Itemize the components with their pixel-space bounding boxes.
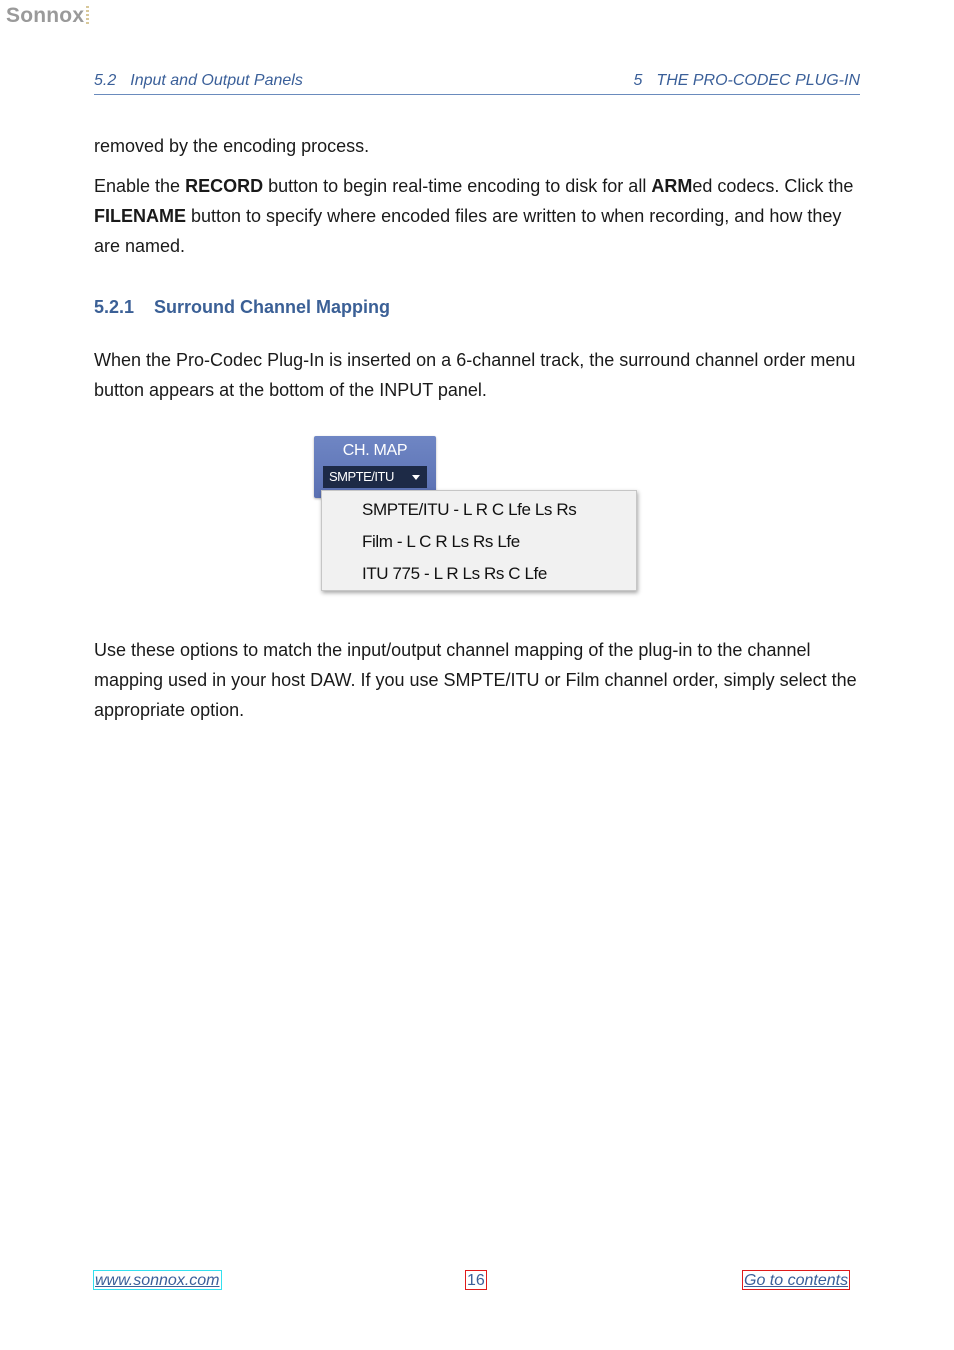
header-section-number: 5.2 bbox=[94, 72, 117, 89]
header-chapter-title: THE PRO-CODEC PLUG-IN bbox=[656, 72, 860, 89]
sonnox-logo bbox=[6, 4, 89, 28]
menu-item-film[interactable]: Film - L C R Ls Rs Lfe bbox=[362, 532, 520, 551]
menu-item-smpte-itu[interactable]: SMPTE/ITU - L R C Lfe Ls Rs bbox=[362, 500, 577, 519]
arm-keyword: ARM bbox=[651, 176, 693, 196]
chmap-title: CH. MAP bbox=[342, 442, 408, 459]
page-number[interactable]: 16 bbox=[467, 1272, 485, 1289]
filename-keyword: FILENAME bbox=[94, 206, 186, 226]
channel-map-figure bbox=[314, 436, 640, 596]
logo-dots-icon bbox=[86, 6, 89, 24]
record-keyword: RECORD bbox=[185, 176, 264, 196]
header-section bbox=[94, 72, 303, 90]
para2-text-1: Enable the bbox=[94, 176, 186, 196]
paragraph-insert: When the Pro-Codec Plug-In is inserted on a 6-channel track, the surround channel order menu button appears at the bottom of the INPUT panel. bbox=[94, 350, 856, 400]
header-chapter bbox=[634, 72, 860, 90]
section-heading-number: 5.2.1 bbox=[94, 297, 135, 317]
dropdown-arrow-icon bbox=[412, 475, 420, 480]
website-link[interactable]: www.sonnox.com bbox=[95, 1272, 220, 1289]
chmap-selected-value: SMPTE/ITU bbox=[329, 469, 394, 484]
paragraph-options: Use these options to match the input/output channel mapping of the plug-in to the channel mapping used in your host DAW. If you use SMPTE/ITU or Film channel order, simply select the appropriate option. bbox=[94, 640, 857, 720]
para2-text-3: ed codecs. Click the bbox=[692, 176, 854, 196]
para2-text-4: button to specify where encoded files are written to when recording, and how they are named. bbox=[94, 206, 842, 256]
menu-item-itu-775[interactable]: ITU 775 - L R Ls Rs C Lfe bbox=[362, 564, 547, 583]
header-section-title: Input and Output Panels bbox=[130, 72, 303, 89]
go-to-contents-link[interactable]: Go to contents bbox=[744, 1272, 849, 1289]
section-heading bbox=[94, 297, 390, 318]
section-heading-title: Surround Channel Mapping bbox=[154, 297, 391, 317]
chmap-panel bbox=[314, 436, 436, 498]
paragraph-record bbox=[94, 171, 864, 261]
header-chapter-number: 5 bbox=[633, 72, 643, 89]
running-header bbox=[94, 72, 860, 95]
chmap-dropdown-menu bbox=[321, 490, 637, 591]
paragraph-encoding: removed by the encoding process. bbox=[94, 136, 370, 156]
chmap-dropdown-button[interactable] bbox=[323, 466, 427, 488]
logo-text: Sonnox bbox=[6, 4, 85, 27]
para2-text-2: button to begin real-time encoding to disk for all bbox=[263, 176, 652, 196]
